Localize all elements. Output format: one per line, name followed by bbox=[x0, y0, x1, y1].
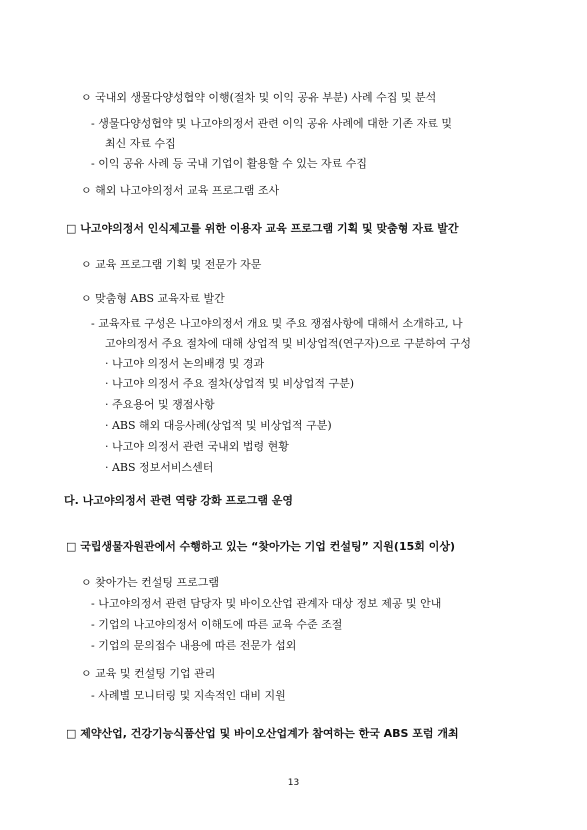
dot-item: · 나고야 의정서 관련 국내외 법령 현황 bbox=[105, 440, 289, 453]
section-heading: □ 국립생물자원관에서 수행하고 있는 “찾아가는 기업 컨설팅” 지원(15회 이상) bbox=[66, 540, 456, 553]
bullet-circle-item: ㅇ 찾아가는 컨설팅 프로그램 bbox=[81, 576, 220, 589]
bullet-circle-item: ㅇ 교육 및 컨설팅 기업 관리 bbox=[81, 667, 216, 680]
dash-item: - 이익 공유 사례 등 국내 기업이 활용할 수 있는 자료 수집 bbox=[91, 157, 367, 170]
dash-item-continuation: 고야의정서 주요 절차에 대해 상업적 및 비상업적(연구자)으로 구분하여 구성 bbox=[105, 337, 471, 350]
dash-item-continuation: 최신 자료 수집 bbox=[105, 137, 176, 150]
dot-item: · ABS 정보서비스센터 bbox=[105, 461, 214, 474]
bullet-circle-item: ㅇ 교육 프로그램 기획 및 전문가 자문 bbox=[81, 258, 262, 271]
bullet-circle-item: ㅇ 맞춤형 ABS 교육자료 발간 bbox=[81, 292, 225, 305]
section-heading: □ 나고야의정서 인식제고를 위한 이용자 교육 프로그램 기획 및 맞춤형 자료 발간 bbox=[66, 222, 459, 235]
dash-item: - 기업의 문의접수 내용에 따른 전문가 섭외 bbox=[91, 639, 297, 652]
page-number: 13 bbox=[287, 778, 300, 788]
subsection-heading: 다. 나고야의정서 관련 역량 강화 프로그램 운영 bbox=[64, 494, 294, 507]
dash-item: - 교육자료 구성은 나고야의정서 개요 및 주요 쟁점사항에 대해서 소개하고, 나 bbox=[91, 317, 463, 330]
bullet-circle-item: ㅇ 해외 나고야의정서 교육 프로그램 조사 bbox=[81, 184, 280, 197]
dot-item: · 나고야 의정서 논의배경 및 경과 bbox=[105, 357, 265, 370]
dot-item: · ABS 해외 대응사례(상업적 및 비상업적 구분) bbox=[105, 419, 332, 432]
dash-item: - 생물다양성협약 및 나고야의정서 관련 이익 공유 사례에 대한 기존 자료 및 bbox=[91, 117, 452, 130]
dash-item: - 기업의 나고야의정서 이해도에 따른 교육 수준 조절 bbox=[91, 618, 343, 631]
dot-item: · 나고야 의정서 주요 절차(상업적 및 비상업적 구분) bbox=[105, 377, 355, 390]
section-heading: □ 제약산업, 건강기능식품산업 및 바이오산업계가 참여하는 한국 ABS 포럼 개최 bbox=[66, 727, 459, 740]
dash-item: - 나고야의정서 관련 담당자 및 바이오산업 관계자 대상 정보 제공 및 안내 bbox=[91, 597, 442, 610]
dot-item: · 주요용어 및 쟁점사항 bbox=[105, 398, 215, 411]
bullet-circle-item: ㅇ 국내외 생물다양성협약 이행(절차 및 이익 공유 부분) 사례 수집 및 분석 bbox=[81, 91, 437, 104]
dash-item: - 사례별 모니터링 및 지속적인 대비 지원 bbox=[91, 689, 286, 702]
